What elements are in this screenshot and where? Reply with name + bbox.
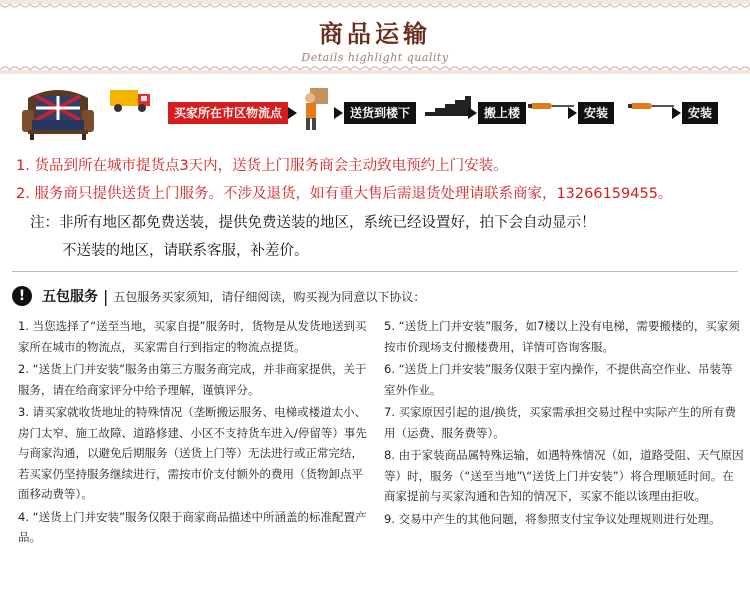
flow-arrow [468, 107, 477, 119]
truck-icon [108, 84, 154, 114]
exclamation-icon: ! [12, 286, 32, 306]
note-line-2: 不送装的地区，请联系客服，补差价。 [62, 243, 309, 259]
wubao-separator: | [103, 286, 109, 306]
sofa-icon [18, 84, 98, 140]
terms-right-column [384, 316, 744, 531]
wubao-title: 五包服务 [42, 289, 98, 305]
flow-step-carry-upstairs: 搬上楼 [478, 102, 526, 124]
term-item: 4. “送货上门并安装”服务仅限于商家商品描述中所涵盖的标准配置产品。 [18, 509, 367, 544]
term-item: 8. 由于家装商品属特殊运输，如遇特殊情况（如，道路受阻、天气原因等）时，服务（“送至当地”\“送货上门并安装”）将合理顺延时间。在商家提前与买家沟通和告知的情况下，买家不能以该理由拒收。 [384, 448, 744, 503]
screwdriver-icon [628, 98, 678, 114]
flow-arrow [568, 107, 577, 119]
flow-arrow [334, 107, 343, 119]
term-item: 5. “送货上门并安装”服务，如7楼以上没有电梯，需要搬楼的，买家须按市价现场支付搬楼费用，详情可咨询客服。 [384, 319, 740, 354]
term-item: 2. “送货上门并安装”服务由第三方服务商完成，并非商家提供，关于服务，请在给商家评分中给予理解，谨慎评分。 [18, 362, 367, 397]
flow-step-install-1: 安装 [578, 102, 614, 124]
notice-line-1: 1. 货品到所在城市提货点3天内，送货上门服务商会主动致电预约上门安装。 [16, 158, 508, 174]
note-line-1: 注：非所有地区都免费送装，提供免费送装的地区，系统已经设置好，拍下会自动显示！ [30, 215, 596, 231]
term-item: 7. 买家原因引起的退/换货，买家需承担交易过程中实际产生的所有费用（运费、服务费等）。 [384, 405, 736, 440]
page-subtitle: Details highlight quality [301, 51, 449, 64]
scallop-border-bottom [0, 64, 750, 74]
flow-step-deliver-downstairs: 送货到楼下 [344, 102, 416, 124]
stairs-icon [425, 96, 471, 116]
term-item: 3. 请买家就收货地址的特殊情况（垄断搬运服务、电梯或楼道太小、房门太窄、施工故障、道路修建、小区不支持货车进入/停留等）事先与商家沟通，以避免后期服务（送货上门等）无法进行或正常完结，若买家仍坚持服务继续进行，需按市价支付额外的费用（货物卸点平面移动费等）。 [18, 405, 367, 501]
wubao-description: 五包服务买家须知，请仔细阅读，购买视为同意以下协议： [113, 289, 426, 304]
notice-line-2: 2. 服务商只提供送货上门服务。不涉及退货，如有重大售后需退货处理请联系商家，13266159455。 [16, 186, 673, 202]
term-item: 1. 当您选择了“送至当地，买家自提”服务时，货物是从发货地送到买家所在城市的物流点，买家需自行到指定的物流点提货。 [18, 319, 367, 354]
terms-left-column [18, 316, 368, 550]
section-divider [12, 271, 738, 272]
flow-arrow [672, 107, 681, 119]
term-item: 9. 交易中产生的其他问题，将参照支付宝争议处理规则进行处理。 [384, 511, 721, 526]
scallop-border-top [0, 0, 750, 10]
wubao-header [12, 285, 425, 307]
page-title: 商品运输 [319, 19, 431, 48]
flow-step-install-2: 安装 [682, 102, 718, 124]
section-title [0, 14, 750, 64]
term-item: 6. “送货上门并安装”服务仅限于室内操作，不提供高空作业、吊装等室外作业。 [384, 362, 733, 397]
flow-step-logistics-point: 买家所在市区物流点 [168, 102, 288, 124]
porter-icon [296, 84, 336, 132]
